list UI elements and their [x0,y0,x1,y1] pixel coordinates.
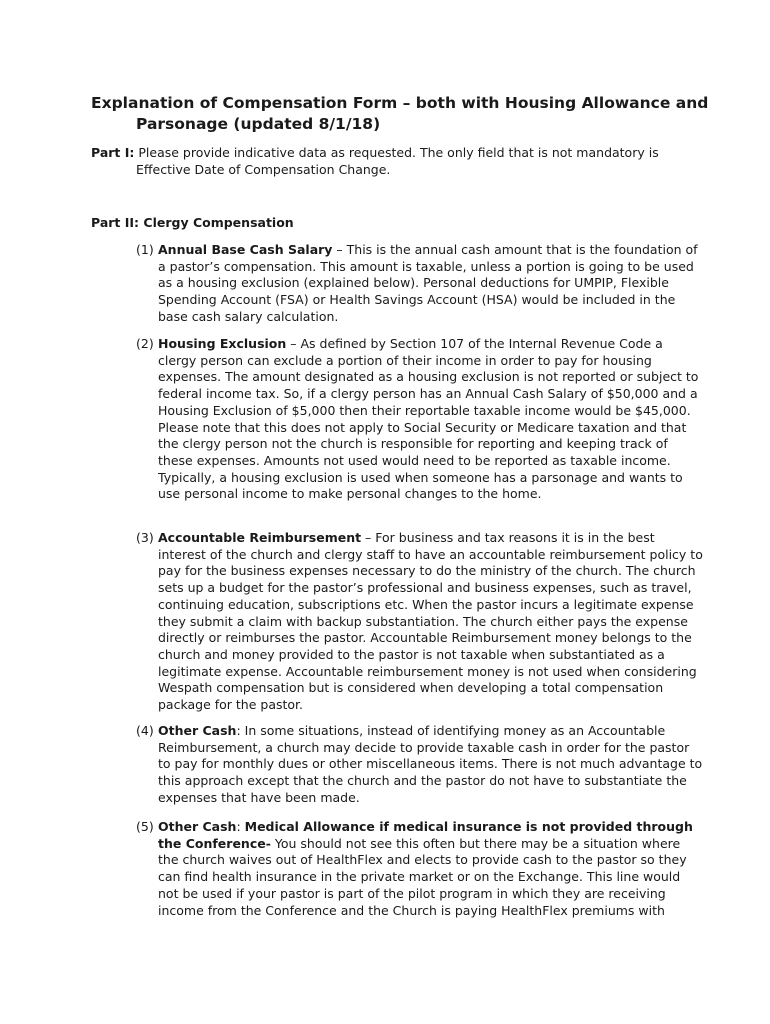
list-item-4 [136,723,703,807]
list-item-2 [136,336,703,503]
part-1-label: Part I: [91,145,135,160]
list-item-text: : In some situations, instead of identifying money as an Accountable Reimbursement, a church may decide to provide taxable cash in order for the pastor to pay for monthly dues or other miscellaneous items. There is not much advantage to this approach except that the church and the pastor do not have to substantiate the expenses that have been made. [158,723,703,805]
list-item-separator: : [236,819,245,834]
list-item-3 [136,530,703,714]
list-item-number: (1) [136,242,154,257]
list-item-text: – This is the annual cash amount that is the foundation of a pastor’s compensation. This amount is taxable, unless a portion is going to be used as a housing exclusion (explained below). Personal deductions for UMPIP, Flexible Spending Account (FSA) or Health Savings Account (HSA) would be included in the base cash salary calculation. [158,242,698,324]
list-item-1 [136,242,703,326]
list-item-number: (3) [136,530,154,545]
list-item-5 [136,819,703,919]
list-item-text: You should not see this often but there may be a situation where the church waives out of HealthFlex and elects to provide cash to the pastor so they can find health insurance in the private market or on the Exchange. This line would not be used if your pastor is part of the pilot program in which they are receiving income from the Conference and the Church is paying HealthFlex premiums with [158,835,687,918]
list-item-label: Annual Base Cash Salary [158,242,333,257]
list-item-label: Other Cash [158,723,237,738]
list-item-text: – As defined by Section 107 of the Internal Revenue Code a clergy person can exclude a portion of their income in order to pay for housing expenses. The amount designated as a housing exclusion is not reported or subject to federal income tax. So, if a clergy person has an Annual Cash Salary of $50,000 and a Housing Exclusion of $5,000 then their reportable taxable income would be $45,000. Please note that this does not apply to Social Security or Medicare taxation and that the clergy person not the church is responsible for reporting and keeping track of these expenses. Amounts not used would need to be reported as taxable income. Typically, a housing exclusion is used when someone has a parsonage and wants to use personal income to make personal changes to the home. [158,336,699,502]
list-item-sublabel: Medical Allowance if medical insurance is not provided through the Conference- [158,819,693,851]
part-2-heading: Part II: Clergy Compensation [91,215,294,230]
list-item-label: Housing Exclusion [158,336,287,351]
list-item-label: Other Cash [158,819,237,834]
document-title: Explanation of Compensation Form – both with Housing Allowance and Parsonage (updated 8/1/18) [91,94,709,133]
part-1-text: Please provide indicative data as requested. The only field that is not mandatory is Effective Date of Compensation Change. [134,145,659,177]
list-item-number: (4) [136,723,154,738]
part-1-paragraph [91,145,696,178]
list-item-text: – For business and tax reasons it is in the best interest of the church and clergy staff to have an accountable reimbursement policy to pay for the business expenses necessary to do the ministry of the church. The church sets up a budget for the pastor’s professional and business expenses, such as travel, continuing education, subscriptions etc. When the pastor incurs a legitimate expense they submit a claim with backup substantiation. The church either pays the expense directly or reimburses the pastor. Accountable Reimbursement money belongs to the church and money provided to the pastor is not taxable when substantiated as a legitimate expense. Accountable reimbursement money is not used when considering Wespath compensation but is considered when developing a total compensation package for the pastor. [158,530,703,713]
list-item-number: (2) [136,336,154,351]
list-item-number: (5) [136,819,154,834]
list-item-label: Accountable Reimbursement [158,530,362,545]
